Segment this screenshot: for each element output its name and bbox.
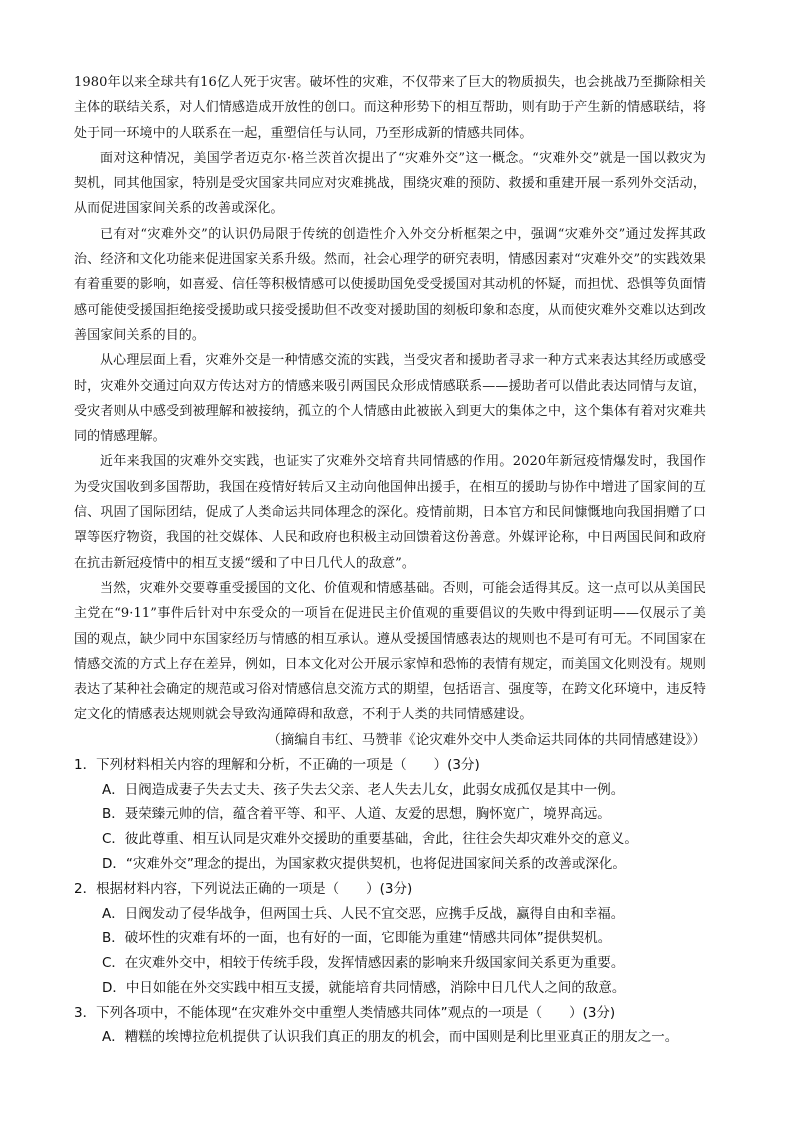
question-stem: 3．下列各项中，不能体现“在灾难外交中重塑人类情感共同体”观点的一项是（ ）(3分)	[74, 1004, 616, 1021]
passage-paragraph-2: 面对这种情况，美国学者迈克尔·格兰茨首次提出了“灾难外交”这一概念。“灾难外交”就是一国以救灾为契机，同其他国家，特别是受灾国家共同应对灾难挑战，围绕灾难的预防、救援和重建开展一系列外交活动，从而促进国家间关系的改善或深化。	[74, 150, 706, 217]
question-stem: 2．根据材料内容，下列说法正确的一项是（ ）(3分)	[74, 880, 413, 897]
option-c: C．在灾难外交中，相较于传统手段，发挥情感因素的影响来升级国家间关系更为重要。	[102, 955, 625, 972]
option-d: D．中日如能在外交实践中相互支援，就能培育共同情感，消除中日几代人之间的敌意。	[102, 979, 626, 996]
option-a: A．糟糕的埃博拉危机提供了认识我们真正的朋友的机会，而中国则是利比里亚真正的朋友之一。	[102, 1029, 679, 1046]
question-2	[74, 877, 706, 1001]
passage-paragraph-6: 当然，灾难外交要尊重受援国的文化、价值观和情感基础。否则，可能会适得其反。这一点可以从美国民主党在“9·11”事件后针对中东受众的一项旨在促进民主价值观的重要倡议的失败中得到证明——仅展示了美国的观点，缺少同中东国家经历与情感的相互承认。遵从受援国情感表达的规则也不是可有可无。不同国家在情感交流的方式上存在差异，例如，日本文化对公开展示家悼和恐怖的表情有规定，而美国文化则没有。规则表达了某种社会确定的规范或习俗对情感信息交流方式的期望，包括语言、强度等，在跨文化环境中，违反特定文化的情感表达规则就会导致沟通障碍和敌意，不利于人类的共同情感建设。	[74, 580, 706, 723]
option-b: B．破坏性的灾难有坏的一面，也有好的一面，它即能为重建“情感共同体”提供契机。	[102, 930, 612, 947]
option-d: D．“灾难外交”理念的提出，为国家救灾提供契机，也将促进国家间关系的改善或深化。	[102, 855, 626, 872]
question-3	[74, 1001, 706, 1051]
passage-paragraph-3: 已有对“灾难外交”的认识仍局限于传统的创造性介入外交分析框架之中，强调“灾难外交”通过发挥其政治、经济和文化功能来促进国家关系升级。然而，社会心理学的研究表明，情感因素对“灾难外交”的实践效果有着重要的影响，如喜爱、信任等积极情感可以使援助国免受受援国对其动机的怀疑，而担忧、恐惧等负面情感可能使受援国拒绝接受援助或只接受援助但不改变对援助国的刻板印象和态度，从而使灾难外交难以达到改善国家间关系的目的。	[74, 226, 706, 343]
passage-paragraph-1: 1980年以来全球共有16亿人死于灾害。破坏性的灾难，不仅带来了巨大的物质损失，也会挑战乃至撕除相关主体的联结关系，对人们情感造成开放性的创口。而这种形势下的相互帮助，则有助于产生新的情感联结，将处于同一环境中的人联系在一起，重塑信任与认同，乃至形成新的情感共同体。	[74, 75, 706, 141]
option-c: C．彼此尊重、相互认同是灾难外交援助的重要基础，舍此，往往会失却灾难外交的意义。	[102, 831, 638, 848]
option-a: A．日阀造成妻子失去丈夫、孩子失去父亲、老人失去儿女，此弱女成孤仅是其中一例。	[102, 781, 625, 798]
option-b: B．聂荣臻元帅的信，蕴含着平等、和平、人道、友爱的思想，胸怀宽广，境界高远。	[102, 806, 611, 823]
option-a: A．日阀发动了侵华战争，但两国士兵、人民不宜交恶，应携手反战，赢得自由和幸福。	[102, 905, 625, 922]
passage-paragraph-5: 近年来我国的灾难外交实践，也证实了灾难外交培育共同情感的作用。2020年新冠疫情爆发时，我国作为受灾国收到多国帮助，我国在疫情好转后又主动向他国伸出援手，在相互的援助与协作中增进了国家间的互信、巩固了国际团结，促成了人类命运共同体理念的深化。疫情前期，日本官方和民间慷慨地向我国捐赠了口罩等医疗物资，我国的社交媒体、人民和政府也积极主动回馈着这份善意。外媒评论称，中日两国民间和政府在抗击新冠疫情中的相互支援“缓和了中日几代人的敌意”。	[74, 454, 706, 571]
passage-paragraph-4: 从心理层面上看，灾难外交是一种情感交流的实践，当受灾者和援助者寻求一种方式来表达其经历或感受时，灾难外交通过向双方传达对方的情感来吸引两国民众形成情感联系——援助者可以借此表达同情与友谊，受灾者则从中感受到被理解和被接纳，孤立的个人情感由此被嵌入到更大的集体之中，这个集体有着对灾难共同的情感理解。	[74, 353, 706, 445]
question-list	[74, 753, 706, 1051]
question-stem: 1．下列材料相关内容的理解和分析，不正确的一项是（ ）(3分)	[74, 756, 480, 773]
reading-passage	[74, 70, 706, 753]
passage-source: （摘编自韦红、马赞菲《论灾难外交中人类命运共同体的共同情感建设》）	[267, 731, 706, 748]
question-1	[74, 753, 706, 877]
